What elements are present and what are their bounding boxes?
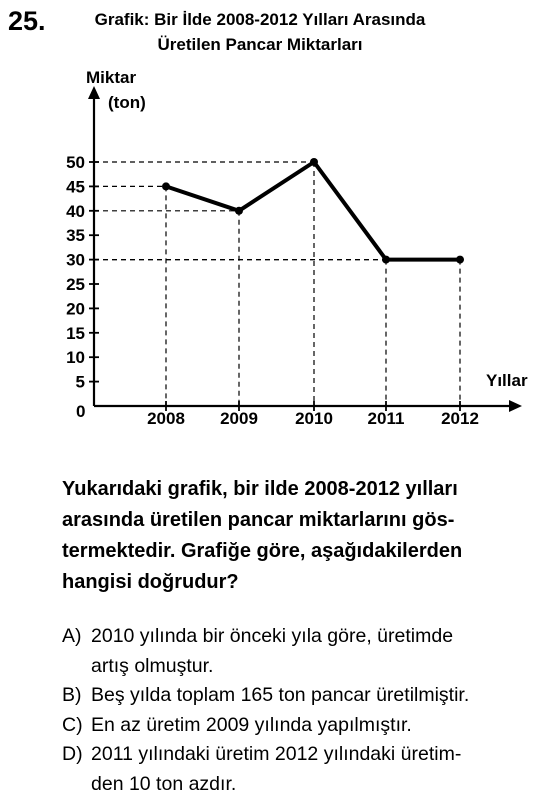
option-letter: D) [62,743,83,765]
question-number: 25. [8,6,46,36]
question-stem [62,474,532,598]
option-c[interactable] [62,711,542,741]
data-point [235,207,243,215]
x-axis-arrow-icon [509,400,522,412]
y-tick-label: 10 [66,348,85,368]
option-d[interactable] [62,740,542,799]
chart-title-line2: Üretilen Pancar Miktarları [157,35,363,54]
y-tick-label: 15 [66,323,85,343]
y-axis-arrow-icon [88,86,100,99]
y-tick-label: 25 [66,275,85,294]
stem-line: arasında üretilen pancar miktarlarını gös- [62,509,455,531]
x-tick-label: 2012 [441,409,479,428]
data-point [382,256,390,264]
y-tick-label: 30 [66,250,85,270]
y-axis-label-line2: (ton) [108,93,146,112]
option-letter: C) [62,713,83,736]
y-tick-label: 50 [66,153,85,172]
y-tick-label: 20 [66,299,85,319]
option-letter: A) [62,625,82,647]
option-text: den 10 ton azdır. [91,772,237,795]
x-tick-label: 2010 [295,409,333,428]
x-axis-label: Yıllar [486,371,528,390]
x-tick-label: 2009 [220,409,258,428]
chart-title-line1: Grafik: Bir İlde 2008-2012 Yılları Arasında [94,10,426,29]
option-text: artış olmuştur. [91,654,214,677]
option-b[interactable] [62,681,542,711]
y-tick-label: 40 [66,201,85,221]
option-letter: B) [62,684,82,706]
data-point [310,158,318,166]
guide-lines [94,162,460,406]
y-tick-label: 5 [75,372,85,392]
x-tick-label: 2008 [147,409,185,428]
line-chart [0,60,543,440]
origin-label: 0 [76,402,86,421]
option-text: 2011 yılındaki üretim 2012 yılındaki üretim- [91,743,462,765]
x-tick-label: 2011 [367,409,405,428]
y-axis-label-line1: Miktar [86,68,137,87]
option-text: 2010 yılında bir önceki yıla göre, üretimde [91,625,454,647]
y-tick-label: 35 [66,226,85,246]
series-line [166,162,460,260]
data-point [162,182,170,190]
data-point [456,256,464,264]
stem-line: Yukarıdaki grafik, bir ilde 2008-2012 yılları [62,478,458,500]
stem-line: hangisi doğrudur? [62,571,239,593]
answer-options [62,622,542,799]
option-a[interactable] [62,622,542,681]
data-series [162,158,464,264]
option-text: En az üretim 2009 yılında yapılmıştır. [91,713,412,736]
chart-axes [88,86,522,412]
stem-line: termektedir. Grafiğe göre, aşağıdakilerden [62,540,463,562]
option-text: Beş yılda toplam 165 ton pancar üretilmiştir. [91,684,470,706]
y-tick-label: 45 [66,177,85,197]
